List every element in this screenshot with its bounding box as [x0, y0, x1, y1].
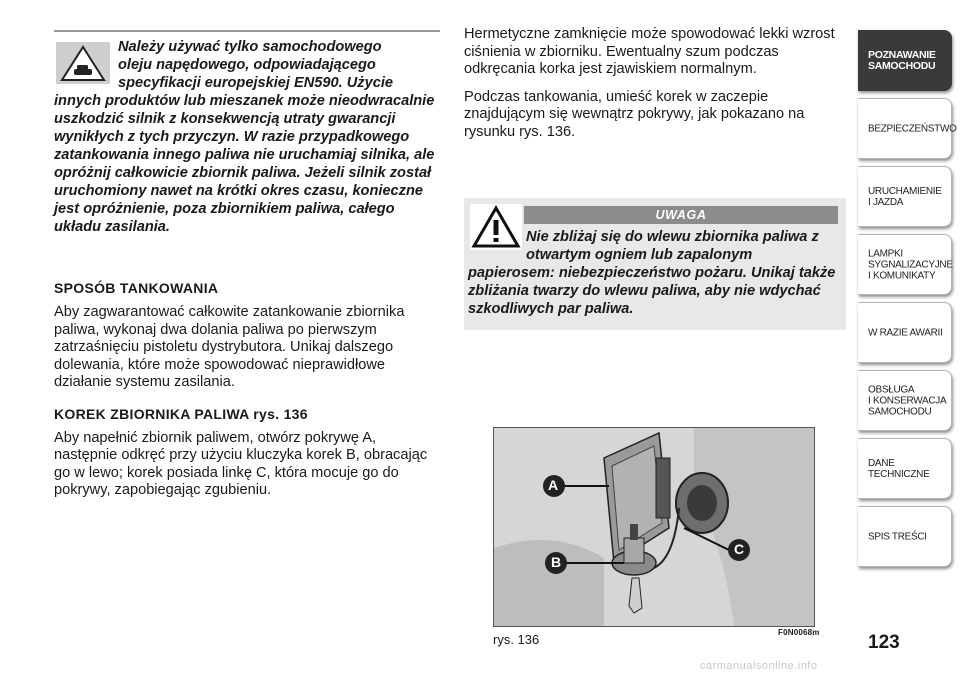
warning-text: innych produktów lub mieszanek może nieodwracalnie uszkodzić silnik z konsekwencją utraty gwarancji wynikłych z tych przyczyn. W razie przypadkowego zatankowania innego paliwa nie uruchamiaj silnika, ale opróżnij całkowicie zbiornik paliwa. Jeżeli silnik został uruchomiony nawet na krótki okres czasu, konieczne jest opróżnienie, poza zbiornikiem paliwa, całego układu zasilania. — [54, 93, 435, 235]
figure-code: F0N0068m — [778, 628, 820, 637]
tab-w-razie-awarii[interactable] — [858, 302, 952, 363]
section-text-refuelling: Aby zagwarantować całkowite zatankowanie zbiornika paliwa, wykonaj dwa dolania paliwa po pierwszym zatrzaśnięciu pistoletu dystrybutora. Unikaj dalszego dolewania, które może spowodować nieprawidłowe działanie systemu zasilania. — [54, 304, 405, 390]
tab-label: LAMPKI SYGNALIZACYJNE I KOMUNIKATY — [868, 248, 953, 281]
fuel-cap-illustration — [494, 428, 814, 626]
tab-label: BEZPIECZEŃSTWO — [868, 123, 957, 134]
fuel-cap-figure — [493, 427, 815, 627]
caution-text-rest: papierosem: niebezpieczeństwo pożaru. Unikaj także zbliżania twarzy do wlewu paliwa, aby nie wdychać szkodliwych par paliwa. — [468, 265, 836, 317]
tab-bezpieczenstwo[interactable] — [858, 98, 957, 159]
tab-label: OBSŁUGA I KONSERWACJA SAMOCHODU — [868, 384, 947, 417]
right-column — [464, 26, 848, 141]
warning-line-3: specyfikacji europejskiej EN590. Użycie — [118, 75, 394, 91]
label-c: C — [734, 541, 745, 557]
tab-uruchamienie-i-jazda[interactable] — [858, 166, 952, 227]
paragraph-pressure: Hermetyczne zamknięcie może spowodować lekki wzrost ciśnienia w zbiorniku. Ewentualny szum podczas odkręcania korka jest zjawiskiem normalnym. — [464, 26, 835, 77]
warning-line-1: Należy używać tylko samochodowego — [118, 39, 382, 55]
tab-label: POZNAWANIE SAMOCHODU — [868, 48, 936, 72]
tab-poznawanie-samochodu[interactable] — [858, 30, 952, 91]
chapter-tabs — [858, 30, 957, 574]
caution-box — [464, 198, 846, 330]
top-rule — [54, 30, 440, 32]
car-warning-icon — [56, 42, 110, 84]
section-title-refuelling: SPOSÓB TANKOWANIA — [54, 280, 219, 296]
tab-dane-techniczne[interactable] — [858, 438, 952, 499]
paragraph-cap-placement: Podczas tankowania, umieść korek w zaczepie znajdującym się wewnątrz pokrywy, jak pokazano na rysunku rys. 136. — [464, 88, 805, 140]
caution-title: UWAGA — [524, 206, 838, 224]
figure-caption: rys. 136 — [493, 632, 540, 647]
footer-watermark: carmanualsonline.info — [700, 660, 818, 672]
tab-lampki-sygnalizacyjne[interactable] — [858, 234, 952, 295]
tab-obsluga-i-konserwacja[interactable] — [858, 370, 952, 431]
section-title-fuel-cap: KOREK ZBIORNIKA PALIWA rys. 136 — [54, 405, 308, 422]
section-text-fuel-cap: Aby napełnić zbiornik paliwem, otwórz pokrywę A, następnie odkręć przy użyciu kluczyka korek B, obracając go w lewo; korek posiada linkę C, która mocuje go do pokrywy, zapobiegając zgubieniu. — [54, 429, 428, 498]
warning-line-2: oleju napędowego, odpowiadającego — [118, 57, 376, 73]
label-b: B — [551, 554, 562, 570]
warning-block — [54, 38, 440, 500]
page-number: 123 — [868, 632, 900, 653]
tab-label: W RAZIE AWARII — [868, 327, 943, 338]
caution-text-first: Nie zbliżaj się do wlewu zbiornika paliwa z otwartym ogniem lub zapalonym — [526, 229, 819, 263]
tab-spis-tresci[interactable] — [858, 506, 952, 567]
tab-label: DANE TECHNICZNE — [868, 457, 930, 480]
tab-label: SPIS TREŚCI — [868, 531, 927, 542]
tab-label: URUCHAMIENIE I JAZDA — [868, 185, 942, 208]
label-a: A — [548, 477, 559, 493]
